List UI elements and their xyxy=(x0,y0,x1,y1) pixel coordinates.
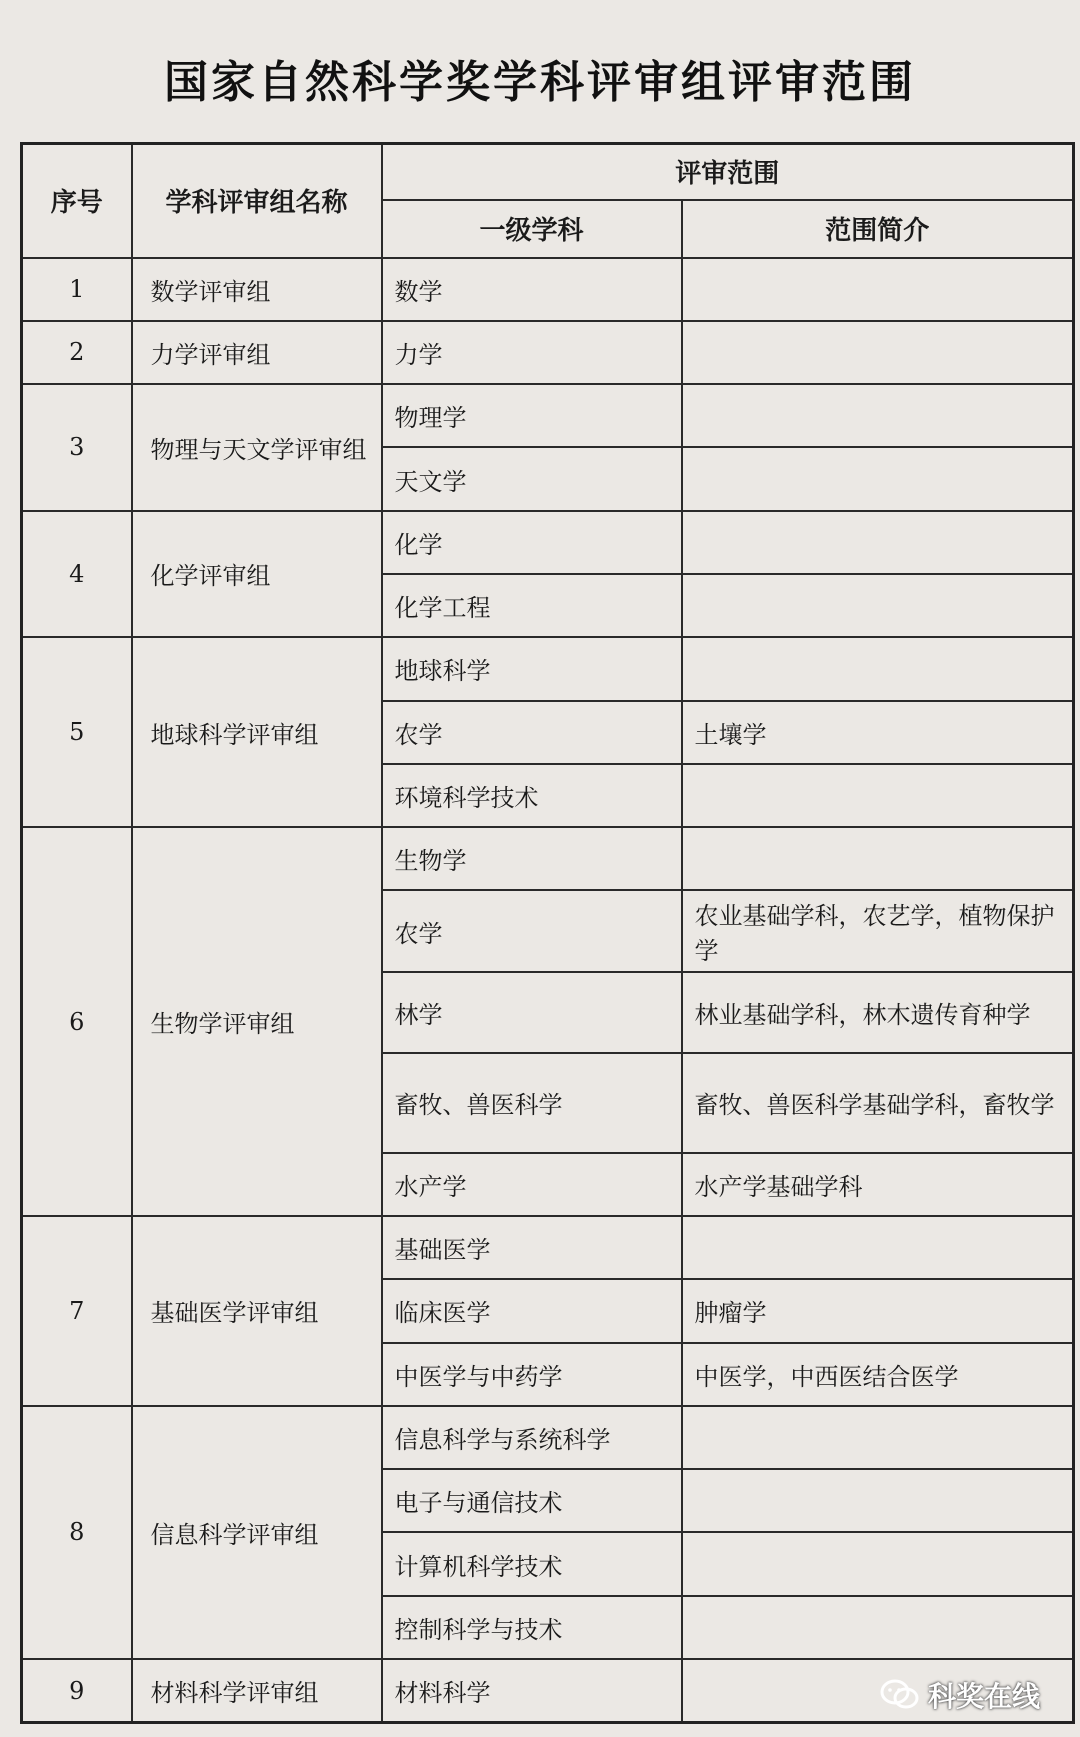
header-group-name: 学科评审组名称 xyxy=(132,144,382,258)
table-body xyxy=(22,258,1074,1723)
discipline-cell: 物理学 xyxy=(382,384,682,447)
summary-cell xyxy=(682,511,1074,574)
summary-cell xyxy=(682,258,1074,321)
header-index: 序号 xyxy=(22,144,132,258)
group-name-cell: 力学评审组 xyxy=(132,321,382,384)
group-name-cell: 基础医学评审组 xyxy=(132,1216,382,1406)
summary-cell: 畜牧、兽医科学基础学科，畜牧学 xyxy=(682,1053,1074,1152)
row-index: 2 xyxy=(22,321,132,384)
table-row xyxy=(22,258,1074,321)
summary-cell xyxy=(682,764,1074,827)
group-name-cell: 材料科学评审组 xyxy=(132,1659,382,1722)
table-row xyxy=(22,1216,1074,1279)
discipline-cell: 农学 xyxy=(382,701,682,764)
group-name-cell: 地球科学评审组 xyxy=(132,637,382,827)
discipline-cell: 临床医学 xyxy=(382,1279,682,1342)
summary-cell xyxy=(682,321,1074,384)
discipline-cell: 电子与通信技术 xyxy=(382,1469,682,1532)
group-name-cell: 生物学评审组 xyxy=(132,827,382,1216)
header-scope: 评审范围 xyxy=(382,144,1074,200)
group-name-cell: 化学评审组 xyxy=(132,511,382,638)
discipline-cell: 基础医学 xyxy=(382,1216,682,1279)
summary-cell xyxy=(682,1596,1074,1659)
discipline-cell: 数学 xyxy=(382,258,682,321)
summary-cell xyxy=(682,1469,1074,1532)
summary-cell: 肿瘤学 xyxy=(682,1279,1074,1342)
summary-cell: 土壤学 xyxy=(682,701,1074,764)
row-index: 1 xyxy=(22,258,132,321)
row-index: 4 xyxy=(22,511,132,638)
discipline-cell: 力学 xyxy=(382,321,682,384)
discipline-cell: 畜牧、兽医科学 xyxy=(382,1053,682,1152)
discipline-cell: 地球科学 xyxy=(382,637,682,700)
summary-cell xyxy=(682,384,1074,447)
discipline-cell: 环境科学技术 xyxy=(382,764,682,827)
discipline-cell: 农学 xyxy=(382,890,682,971)
page-title: 国家自然科学奖学科评审组评审范围 xyxy=(164,57,916,108)
discipline-cell: 化学 xyxy=(382,511,682,574)
summary-cell: 中医学，中西医结合医学 xyxy=(682,1343,1074,1406)
summary-cell xyxy=(682,1406,1074,1469)
table-row xyxy=(22,384,1074,447)
discipline-cell: 中医学与中药学 xyxy=(382,1343,682,1406)
group-name-cell: 信息科学评审组 xyxy=(132,1406,382,1659)
row-index: 6 xyxy=(22,827,132,1216)
table-row xyxy=(22,637,1074,700)
discipline-cell: 信息科学与系统科学 xyxy=(382,1406,682,1469)
table-header-row xyxy=(22,144,1074,200)
discipline-cell: 计算机科学技术 xyxy=(382,1532,682,1595)
table-row xyxy=(22,511,1074,574)
header-discipline: 一级学科 xyxy=(382,200,682,258)
discipline-cell: 天文学 xyxy=(382,447,682,510)
row-index: 8 xyxy=(22,1406,132,1659)
review-scope-table xyxy=(20,142,1075,1724)
table-row xyxy=(22,827,1074,890)
discipline-cell: 水产学 xyxy=(382,1153,682,1216)
discipline-cell: 林学 xyxy=(382,972,682,1053)
table-row xyxy=(22,1406,1074,1469)
group-name-cell: 物理与天文学评审组 xyxy=(132,384,382,511)
wechat-icon xyxy=(880,1678,920,1712)
discipline-cell: 化学工程 xyxy=(382,574,682,637)
discipline-cell: 生物学 xyxy=(382,827,682,890)
summary-cell: 水产学基础学科 xyxy=(682,1153,1074,1216)
summary-cell xyxy=(682,1532,1074,1595)
header-summary: 范围简介 xyxy=(682,200,1074,258)
row-index: 3 xyxy=(22,384,132,511)
summary-cell xyxy=(682,574,1074,637)
discipline-cell: 控制科学与技术 xyxy=(382,1596,682,1659)
group-name-cell: 数学评审组 xyxy=(132,258,382,321)
row-index: 7 xyxy=(22,1216,132,1406)
summary-cell xyxy=(682,447,1074,510)
summary-cell xyxy=(682,827,1074,890)
summary-cell xyxy=(682,1216,1074,1279)
summary-cell: 林业基础学科，林木遗传育种学 xyxy=(682,972,1074,1053)
summary-cell xyxy=(682,637,1074,700)
table-row xyxy=(22,321,1074,384)
discipline-cell: 材料科学 xyxy=(382,1659,682,1722)
watermark xyxy=(880,1675,1040,1715)
watermark-text: 科奖在线 xyxy=(927,1680,1040,1713)
row-index: 9 xyxy=(22,1659,132,1722)
summary-cell: 农业基础学科，农艺学，植物保护学 xyxy=(682,890,1074,971)
row-index: 5 xyxy=(22,637,132,827)
